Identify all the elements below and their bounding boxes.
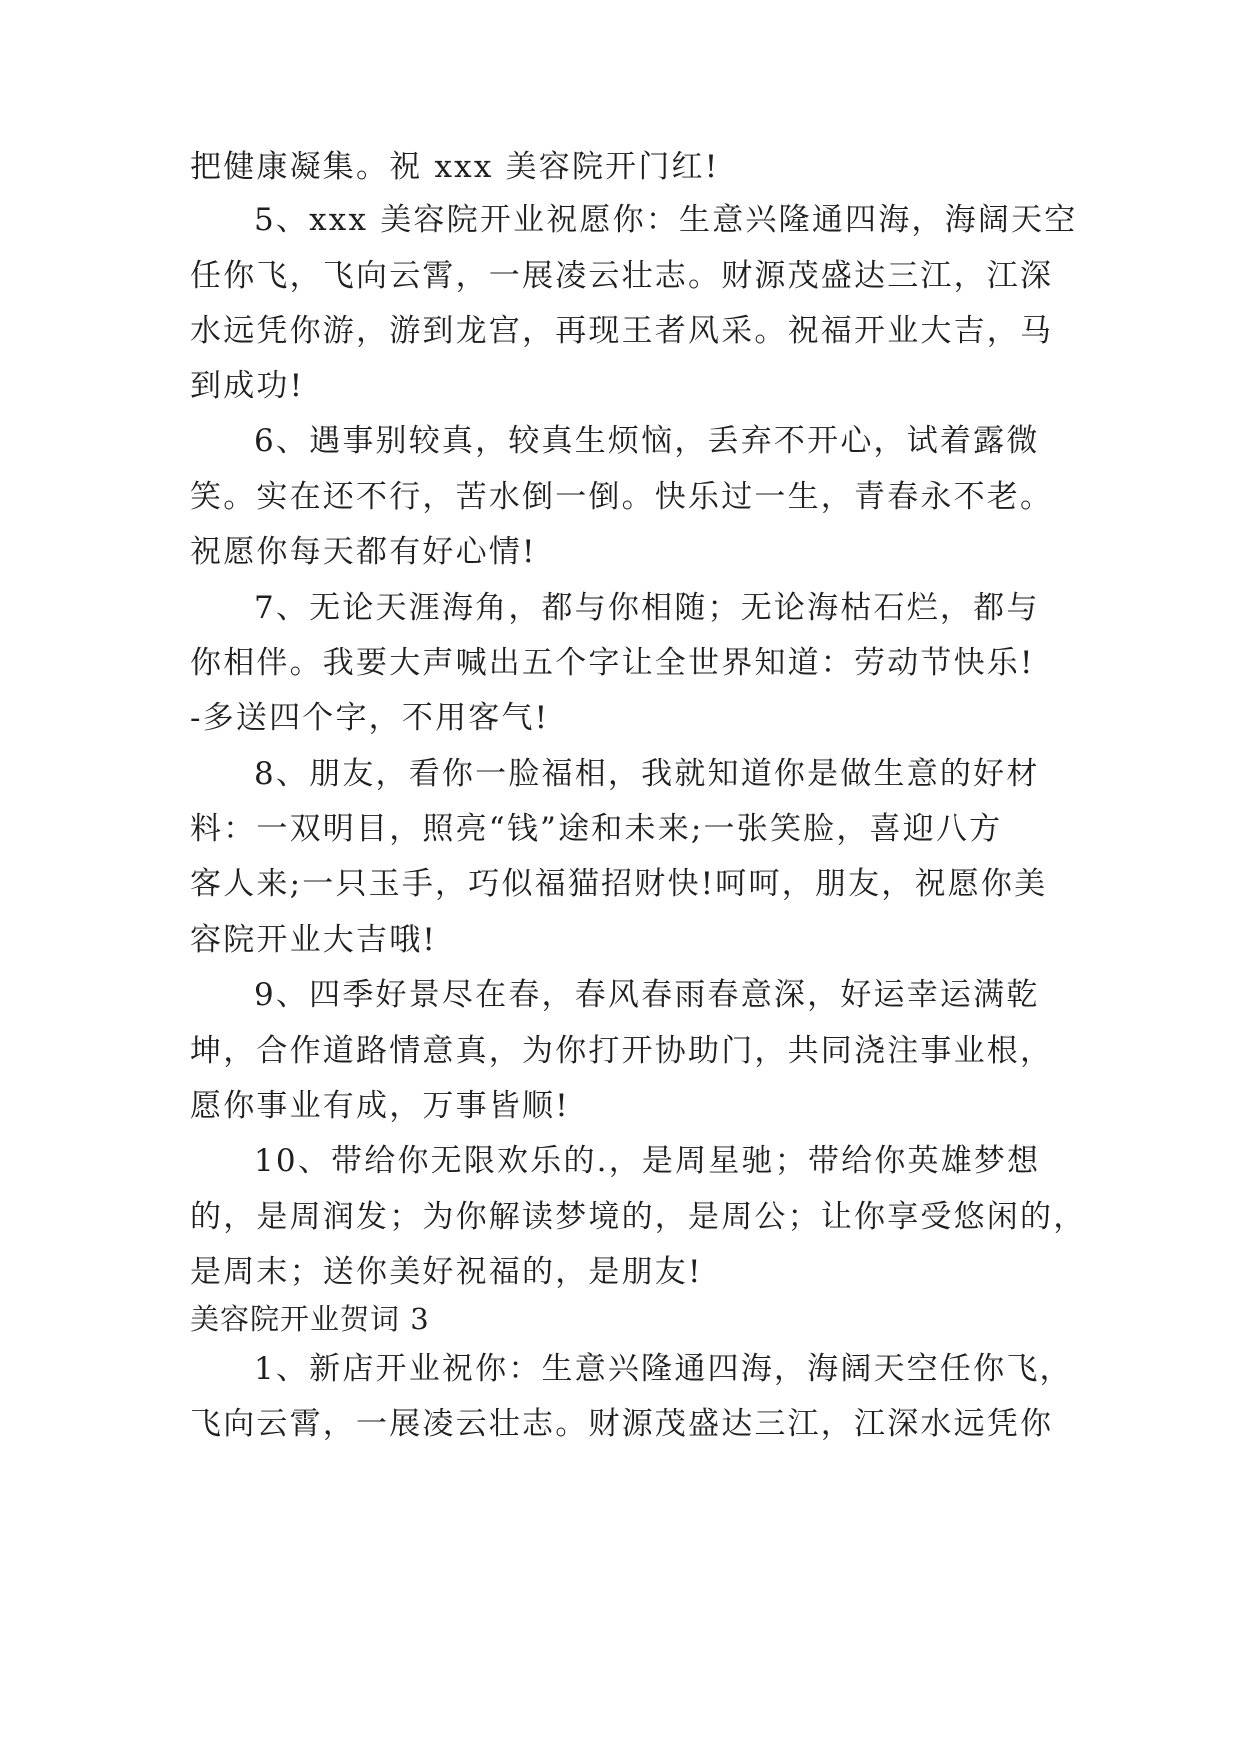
paragraph-line: 10、带给你无限欢乐的.，是周星驰；带给你英雄梦想 bbox=[254, 1143, 1041, 1179]
paragraph-line: 水远凭你游，游到龙宫，再现王者风采。祝福开业大吉，马 bbox=[190, 313, 1054, 349]
paragraph-line: 客人来;一只玉手，巧似福猫招财快!呵呵，朋友，祝愿你美 bbox=[190, 866, 1048, 902]
paragraph-line: 6、遇事别较真，较真生烦恼，丢弃不开心，试着露微 bbox=[254, 423, 1040, 459]
paragraph-line: 是周末；送你美好祝福的，是朋友! bbox=[190, 1254, 703, 1290]
paragraph-line: 的，是周润发；为你解读梦境的，是周公；让你享受悠闲的， bbox=[190, 1199, 1087, 1235]
paragraph-line: 5、xxx 美容院开业祝愿你：生意兴隆通四海，海阔天空 bbox=[254, 202, 1078, 238]
paragraph-line: 7、无论天涯海角，都与你相随；无论海枯石烂，都与 bbox=[254, 590, 1040, 626]
paragraph-line: 你相伴。我要大声喊出五个字让全世界知道：劳动节快乐! bbox=[190, 645, 1035, 681]
paragraph-line: 料：一双明目，照亮“钱”途和未来;一张笑脸，喜迎八方 bbox=[190, 811, 1003, 847]
paragraph-line: 到成功! bbox=[190, 368, 305, 404]
paragraph-line: 9、四季好景尽在春，春风春雨春意深，好运幸运满乾 bbox=[254, 977, 1040, 1013]
paragraph-line: 祝愿你每天都有好心情! bbox=[190, 534, 537, 570]
paragraph-line: 任你飞，飞向云霄，一展凌云壮志。财源茂盛达三江，江深 bbox=[190, 258, 1054, 294]
section-heading: 美容院开业贺词 3 bbox=[190, 1302, 430, 1336]
paragraph-line: 8、朋友，看你一脸福相，我就知道你是做生意的好材 bbox=[254, 756, 1040, 792]
paragraph-line: 愿你事业有成，万事皆顺! bbox=[190, 1088, 570, 1124]
paragraph-line: -多送四个字，不用客气! bbox=[190, 700, 550, 736]
paragraph-line: 把健康凝集。祝 xxx 美容院开门红! bbox=[190, 149, 720, 185]
paragraph-line: 飞向云霄，一展凌云壮志。财源茂盛达三江，江深水远凭你 bbox=[190, 1406, 1054, 1442]
paragraph-line: 容院开业大吉哦! bbox=[190, 922, 438, 958]
paragraph-line: 坤，合作道路情意真，为你打开协助门，共同浇注事业根， bbox=[190, 1033, 1054, 1069]
paragraph-line: 笑。实在还不行，苦水倒一倒。快乐过一生，青春永不老。 bbox=[190, 479, 1054, 515]
paragraph-line: 1、新店开业祝你：生意兴隆通四海，海阔天空任你飞， bbox=[254, 1351, 1073, 1387]
